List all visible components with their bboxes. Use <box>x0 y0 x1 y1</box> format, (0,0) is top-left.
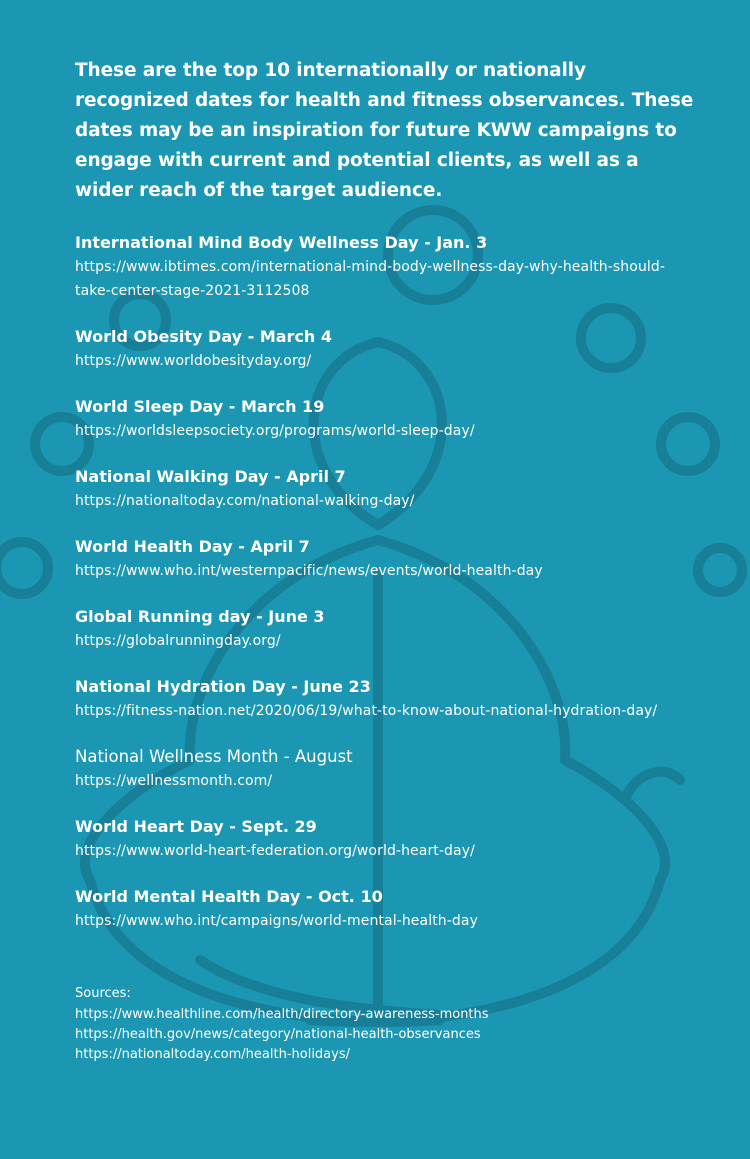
observance-title: World Health Day - April 7 <box>75 537 310 556</box>
list-item <box>75 675 695 723</box>
observance-title: National Hydration Day - June 23 <box>75 677 371 696</box>
observance-link[interactable]: https://www.world-heart-federation.org/world-heart-day/ <box>75 843 475 859</box>
intro-paragraph: These are the top 10 internationally or nationally recognized dates for health and fitness observances. These dates may be an inspiration for future KWW campaigns to engage with current and potential clients, as well as a wider reach of the target audience. <box>75 60 694 201</box>
list-item <box>75 325 695 373</box>
source-link[interactable]: https://health.gov/news/category/national-health-observances <box>75 1027 481 1042</box>
observance-link[interactable]: https://wellnessmonth.com/ <box>75 773 273 789</box>
observance-title: Global Running day - June 3 <box>75 607 325 626</box>
source-link[interactable]: https://www.healthline.com/health/directory-awareness-months <box>75 1007 489 1022</box>
observance-title: World Heart Day - Sept. 29 <box>75 817 317 836</box>
list-item <box>75 395 695 443</box>
sources-label: Sources: <box>75 986 131 1001</box>
observance-title: International Mind Body Wellness Day - Jan. 3 <box>75 233 488 252</box>
observance-link[interactable]: https://www.ibtimes.com/international-mind-body-wellness-day-why-health-should-take-center-stage-2021-3112508 <box>75 259 666 299</box>
sources-section <box>75 983 695 1065</box>
observance-title: National Walking Day - April 7 <box>75 467 346 486</box>
list-item <box>75 815 695 863</box>
observances-document <box>75 56 695 1065</box>
list-item <box>75 231 695 303</box>
observance-link[interactable]: https://www.who.int/campaigns/world-mental-health-day <box>75 913 478 929</box>
observance-link[interactable]: https://nationaltoday.com/national-walking-day/ <box>75 493 415 509</box>
observance-link[interactable]: https://www.who.int/westernpacific/news/events/world-health-day <box>75 563 543 579</box>
source-link[interactable]: https://nationaltoday.com/health-holidays/ <box>75 1047 350 1062</box>
list-item <box>75 745 695 793</box>
observance-link[interactable]: https://globalrunningday.org/ <box>75 633 281 649</box>
list-item <box>75 465 695 513</box>
observance-link[interactable]: https://worldsleepsociety.org/programs/world-sleep-day/ <box>75 423 475 439</box>
list-item <box>75 605 695 653</box>
observance-link[interactable]: https://fitness-nation.net/2020/06/19/what-to-know-about-national-hydration-day/ <box>75 703 658 719</box>
list-item <box>75 885 695 933</box>
observance-list <box>75 231 695 933</box>
observance-title: National Wellness Month - August <box>75 747 353 766</box>
observance-link[interactable]: https://www.worldobesityday.org/ <box>75 353 312 369</box>
list-item <box>75 535 695 583</box>
observance-title: World Mental Health Day - Oct. 10 <box>75 887 383 906</box>
observance-title: World Sleep Day - March 19 <box>75 397 325 416</box>
observance-title: World Obesity Day - March 4 <box>75 327 333 346</box>
